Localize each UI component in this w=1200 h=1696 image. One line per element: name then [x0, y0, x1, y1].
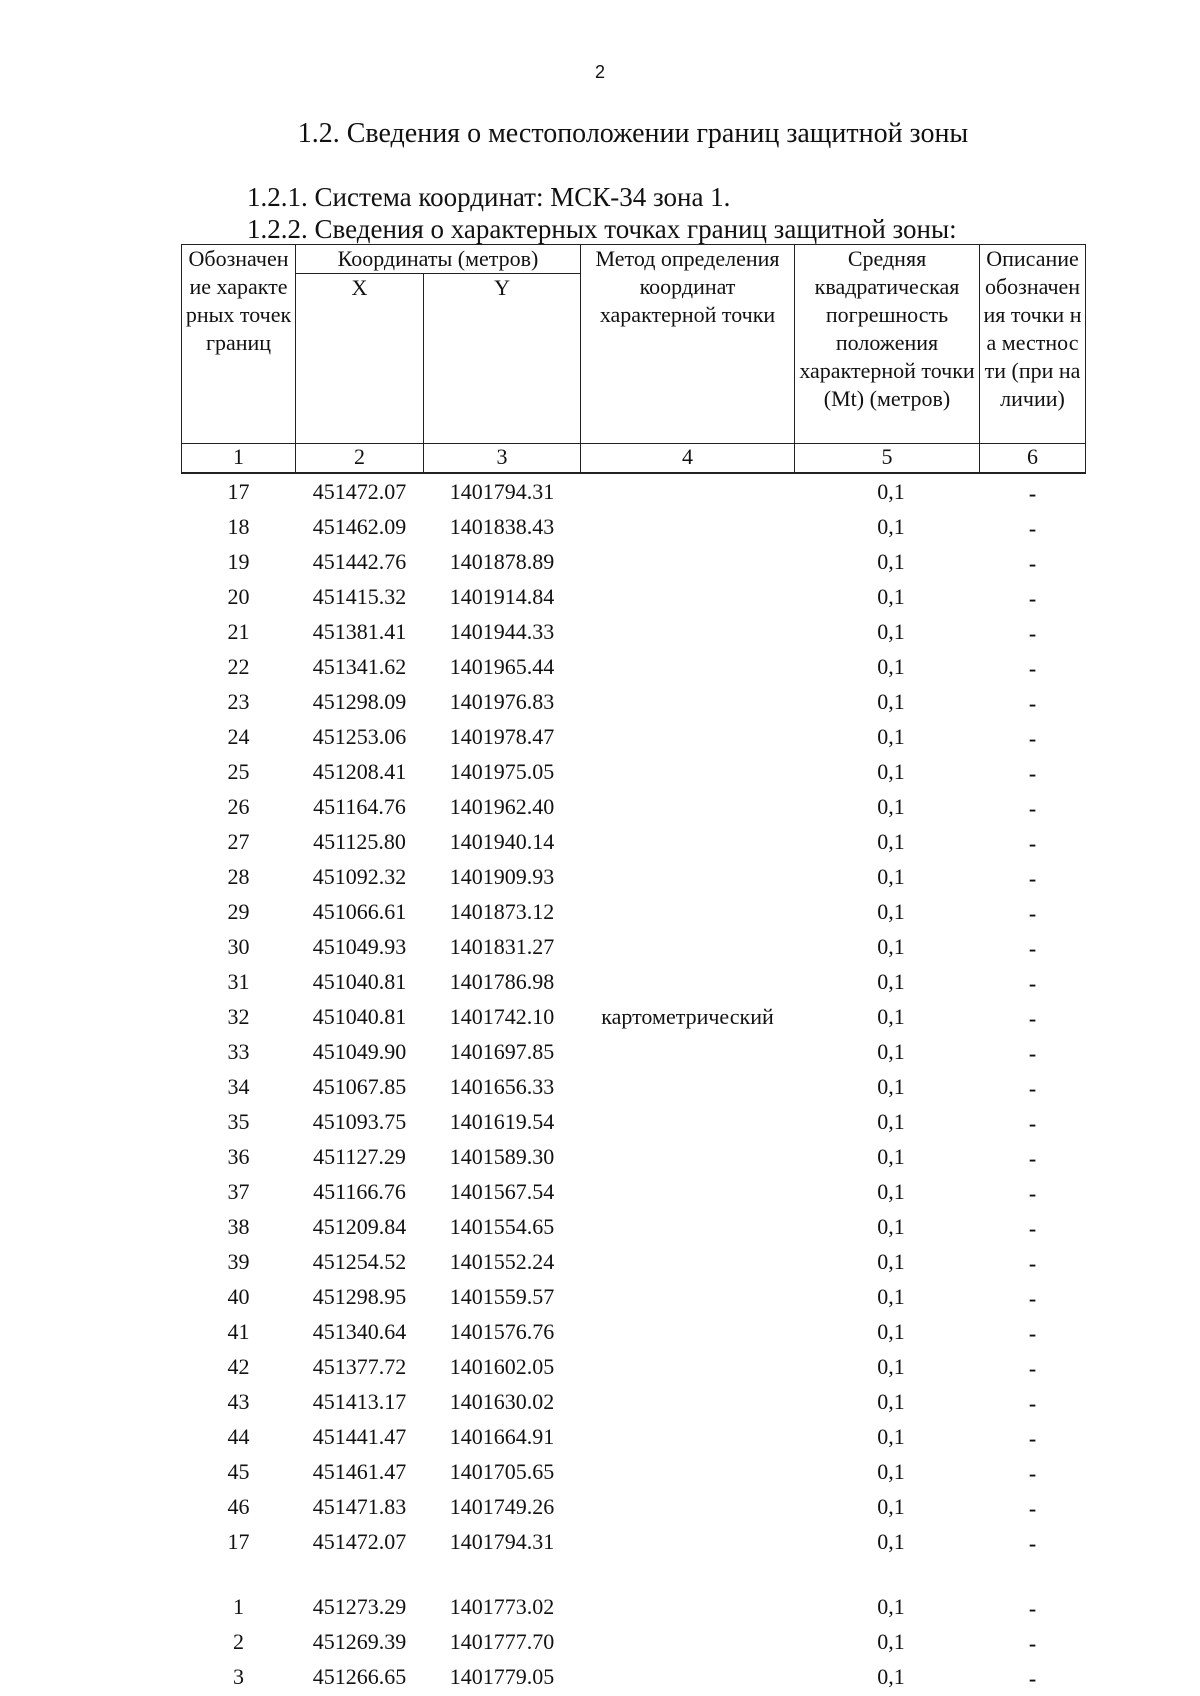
description-cell: - — [1028, 1181, 1037, 1206]
table-row — [182, 824, 1086, 859]
spacer-row — [182, 1559, 1086, 1589]
coord-y: 1401777.70 — [449, 1629, 555, 1654]
error-cell: 0,1 — [877, 1039, 905, 1064]
description-cell: - — [1028, 1111, 1037, 1136]
method-cell — [581, 1349, 795, 1384]
table-row — [182, 1589, 1086, 1624]
coord-x: 451471.83 — [312, 1494, 407, 1519]
coord-y: 1401664.91 — [449, 1424, 555, 1449]
error-cell: 0,1 — [877, 1664, 905, 1689]
point-number: 18 — [227, 514, 250, 539]
error-cell: 0,1 — [877, 1594, 905, 1619]
coord-x: 451442.76 — [312, 549, 407, 574]
table-row — [182, 1034, 1086, 1069]
method-cell — [581, 473, 795, 509]
description-cell: - — [1028, 866, 1037, 891]
method-cell — [581, 1139, 795, 1174]
coord-x: 451209.84 — [312, 1214, 407, 1239]
description-cell: - — [1028, 1321, 1037, 1346]
coord-x: 451472.07 — [312, 1529, 407, 1554]
method-cell — [581, 1489, 795, 1524]
method-cell — [581, 509, 795, 544]
coord-x: 451049.93 — [312, 934, 407, 959]
point-number: 32 — [227, 1004, 250, 1029]
spacer-cell — [424, 1559, 581, 1589]
coord-y: 1401909.93 — [449, 864, 555, 889]
method-cell — [581, 1244, 795, 1279]
points-table — [181, 244, 1086, 1694]
method-cell — [581, 754, 795, 789]
error-cell: 0,1 — [877, 1214, 905, 1239]
coord-y: 1401705.65 — [449, 1459, 555, 1484]
coord-x: 451461.47 — [312, 1459, 407, 1484]
description-cell: - — [1028, 1076, 1037, 1101]
coord-y: 1401749.26 — [449, 1494, 555, 1519]
coord-x: 451269.39 — [312, 1629, 407, 1654]
point-number: 28 — [227, 864, 250, 889]
column-number: 6 — [980, 444, 1086, 474]
point-number: 25 — [227, 759, 250, 784]
point-number: 3 — [233, 1664, 244, 1689]
point-number: 1 — [233, 1594, 244, 1619]
description-cell: - — [1028, 1391, 1037, 1416]
coord-x: 451093.75 — [312, 1109, 407, 1134]
description-cell: - — [1028, 726, 1037, 751]
error-cell: 0,1 — [877, 899, 905, 924]
point-number: 36 — [227, 1144, 250, 1169]
column-number: 5 — [795, 444, 980, 474]
method-cell — [581, 1384, 795, 1419]
method-cell — [581, 1314, 795, 1349]
coord-x: 451413.17 — [312, 1389, 407, 1414]
description-cell: - — [1028, 656, 1037, 681]
coord-x: 451377.72 — [312, 1354, 407, 1379]
table-body — [182, 473, 1086, 1694]
method-cell — [581, 1589, 795, 1624]
coord-y: 1401576.76 — [449, 1319, 555, 1344]
spacer-cell — [182, 1559, 296, 1589]
coord-y: 1401742.10 — [449, 1004, 555, 1029]
description-cell: - — [1028, 1216, 1037, 1241]
coord-x: 451092.32 — [312, 864, 407, 889]
description-cell: - — [1028, 761, 1037, 786]
column-number: 2 — [296, 444, 424, 474]
description-cell: - — [1028, 1631, 1037, 1656]
table-row — [182, 1209, 1086, 1244]
table-row — [182, 1524, 1086, 1559]
description-cell: - — [1028, 1251, 1037, 1276]
table-row — [182, 1659, 1086, 1694]
coord-y: 1401873.12 — [449, 899, 555, 924]
table-row — [182, 719, 1086, 754]
description-cell: - — [1028, 936, 1037, 961]
points-info-line: 1.2.2. Сведения о характерных точках границ защитной зоны: — [247, 214, 957, 244]
coord-x: 451254.52 — [312, 1249, 407, 1274]
coord-y: 1401567.54 — [449, 1179, 555, 1204]
error-cell: 0,1 — [877, 1459, 905, 1484]
method-cell — [581, 614, 795, 649]
error-cell: 0,1 — [877, 1354, 905, 1379]
error-cell: 0,1 — [877, 514, 905, 539]
table-row — [182, 1174, 1086, 1209]
table-row — [182, 1489, 1086, 1524]
coord-y: 1401773.02 — [449, 1594, 555, 1619]
coord-y: 1401975.05 — [449, 759, 555, 784]
error-cell: 0,1 — [877, 1074, 905, 1099]
coord-x: 451381.41 — [312, 619, 407, 644]
table-row — [182, 579, 1086, 614]
error-cell: 0,1 — [877, 1284, 905, 1309]
header-x: X — [296, 274, 424, 444]
column-number: 4 — [581, 444, 795, 474]
header-coordinates: Координаты (метров) — [296, 245, 581, 274]
description-cell: - — [1028, 1531, 1037, 1556]
spacer-cell — [795, 1559, 980, 1589]
points-table-container — [181, 244, 1085, 1694]
method-cell — [581, 1419, 795, 1454]
table-row — [182, 1069, 1086, 1104]
description-cell: - — [1028, 901, 1037, 926]
error-cell: 0,1 — [877, 1319, 905, 1344]
description-cell: - — [1028, 1146, 1037, 1171]
coord-y: 1401976.83 — [449, 689, 555, 714]
table-row — [182, 509, 1086, 544]
point-number: 41 — [227, 1319, 250, 1344]
error-cell: 0,1 — [877, 934, 905, 959]
header-description: Описание обозначения точки на местности (при наличии) — [980, 245, 1086, 444]
spacer-cell — [296, 1559, 424, 1589]
method-cell — [581, 579, 795, 614]
table-row — [182, 789, 1086, 824]
spacer-cell — [980, 1559, 1086, 1589]
coord-x: 451164.76 — [313, 794, 406, 819]
header-designation: Обозначение характерных точек границ — [182, 245, 296, 444]
coord-y: 1401831.27 — [449, 934, 555, 959]
coord-y: 1401602.05 — [449, 1354, 555, 1379]
description-cell: - — [1028, 971, 1037, 996]
method-cell — [581, 1624, 795, 1659]
error-cell: 0,1 — [877, 1389, 905, 1414]
method-cell — [581, 1034, 795, 1069]
error-cell: 0,1 — [877, 1004, 905, 1029]
table-row — [182, 1139, 1086, 1174]
method-cell — [581, 1209, 795, 1244]
header-error: Средняя квадратическая погрешность положения характерной точки (Mt) (метров) — [795, 245, 980, 444]
coord-x: 451125.80 — [313, 829, 406, 854]
error-cell: 0,1 — [877, 794, 905, 819]
error-cell: 0,1 — [877, 1629, 905, 1654]
point-number: 27 — [227, 829, 250, 854]
description-cell: - — [1028, 831, 1037, 856]
table-row — [182, 964, 1086, 999]
point-number: 45 — [227, 1459, 250, 1484]
coord-y: 1401630.02 — [449, 1389, 555, 1414]
method-cell — [581, 1659, 795, 1694]
error-cell: 0,1 — [877, 1494, 905, 1519]
coord-x: 451067.85 — [312, 1074, 407, 1099]
method-cell — [581, 894, 795, 929]
section-title: 1.2. Сведения о местоположении границ защитной зоны — [297, 118, 969, 149]
point-number: 17 — [227, 1529, 250, 1554]
table-row — [182, 473, 1086, 509]
description-cell: - — [1028, 1461, 1037, 1486]
description-cell: - — [1028, 516, 1037, 541]
error-cell: 0,1 — [877, 1144, 905, 1169]
coord-x: 451040.81 — [312, 1004, 407, 1029]
coordinate-system-line: 1.2.1. Система координат: МСК-34 зона 1. — [247, 182, 731, 212]
coord-y: 1401619.54 — [449, 1109, 555, 1134]
table-row — [182, 684, 1086, 719]
column-number: 3 — [424, 444, 581, 474]
point-number: 34 — [227, 1074, 250, 1099]
coord-y: 1401786.98 — [449, 969, 555, 994]
table-row — [182, 859, 1086, 894]
error-cell: 0,1 — [877, 1109, 905, 1134]
coord-x: 451166.76 — [313, 1179, 406, 1204]
table-row — [182, 544, 1086, 579]
method-cell — [581, 649, 795, 684]
coord-y: 1401978.47 — [449, 724, 555, 749]
table-row — [182, 1419, 1086, 1454]
error-cell: 0,1 — [877, 654, 905, 679]
description-cell: - — [1028, 586, 1037, 611]
coord-y: 1401697.85 — [449, 1039, 555, 1064]
column-numbers-row — [182, 444, 1086, 474]
coord-y: 1401878.89 — [449, 549, 555, 574]
table-row — [182, 1279, 1086, 1314]
header-method: Метод определения координат характерной точки — [581, 245, 795, 444]
method-cell — [581, 1104, 795, 1139]
error-cell: 0,1 — [877, 864, 905, 889]
point-number: 20 — [227, 584, 250, 609]
coord-x: 451253.06 — [312, 724, 407, 749]
table-row — [182, 1349, 1086, 1384]
coord-x: 451049.90 — [312, 1039, 407, 1064]
coord-y: 1401965.44 — [449, 654, 555, 679]
table-row — [182, 929, 1086, 964]
point-number: 33 — [227, 1039, 250, 1064]
column-number: 1 — [182, 444, 296, 474]
coord-y: 1401552.24 — [449, 1249, 555, 1274]
error-cell: 0,1 — [877, 1424, 905, 1449]
point-number: 43 — [227, 1389, 250, 1414]
coord-y: 1401559.57 — [449, 1284, 555, 1309]
point-number: 17 — [227, 479, 250, 504]
description-cell: - — [1028, 1286, 1037, 1311]
error-cell: 0,1 — [877, 1529, 905, 1554]
table-row — [182, 894, 1086, 929]
point-number: 30 — [227, 934, 250, 959]
error-cell: 0,1 — [877, 584, 905, 609]
description-cell: - — [1028, 691, 1037, 716]
point-number: 19 — [227, 549, 250, 574]
error-cell: 0,1 — [877, 549, 905, 574]
table-row — [182, 649, 1086, 684]
method-cell: картометрический — [601, 1004, 774, 1029]
method-cell — [581, 719, 795, 754]
method-cell — [581, 1069, 795, 1104]
coord-y: 1401940.14 — [449, 829, 555, 854]
point-number: 35 — [227, 1109, 250, 1134]
method-cell — [581, 859, 795, 894]
coord-x: 451462.09 — [312, 514, 407, 539]
coord-x: 451298.95 — [312, 1284, 407, 1309]
coord-x: 451472.07 — [312, 479, 407, 504]
coord-x: 451066.61 — [312, 899, 407, 924]
description-cell: - — [1028, 1496, 1037, 1521]
table-header — [182, 245, 1086, 474]
point-number: 22 — [227, 654, 250, 679]
coord-x: 451441.47 — [312, 1424, 407, 1449]
error-cell: 0,1 — [877, 479, 905, 504]
table-row — [182, 1454, 1086, 1489]
coord-y: 1401656.33 — [449, 1074, 555, 1099]
point-number: 46 — [227, 1494, 250, 1519]
method-cell — [581, 1524, 795, 1559]
error-cell: 0,1 — [877, 829, 905, 854]
coord-x: 451341.62 — [312, 654, 407, 679]
coord-x: 451415.32 — [312, 584, 407, 609]
point-number: 44 — [227, 1424, 250, 1449]
coord-x: 451298.09 — [312, 689, 407, 714]
method-cell — [581, 789, 795, 824]
method-cell — [581, 1279, 795, 1314]
error-cell: 0,1 — [877, 1179, 905, 1204]
point-number: 2 — [233, 1629, 244, 1654]
table-row — [182, 1624, 1086, 1659]
description-cell: - — [1028, 1596, 1037, 1621]
table-row — [182, 1244, 1086, 1279]
method-cell — [581, 544, 795, 579]
coord-y: 1401554.65 — [449, 1214, 555, 1239]
error-cell: 0,1 — [877, 724, 905, 749]
coord-x: 451266.65 — [312, 1664, 407, 1689]
spacer-cell — [581, 1559, 795, 1589]
description-cell: - — [1028, 1006, 1037, 1031]
coord-y: 1401962.40 — [449, 794, 555, 819]
error-cell: 0,1 — [877, 689, 905, 714]
point-number: 40 — [227, 1284, 250, 1309]
coord-y: 1401779.05 — [449, 1664, 555, 1689]
description-cell: - — [1028, 551, 1037, 576]
error-cell: 0,1 — [877, 759, 905, 784]
point-number: 37 — [227, 1179, 250, 1204]
method-cell — [581, 824, 795, 859]
coord-x: 451208.41 — [312, 759, 407, 784]
description-cell: - — [1028, 796, 1037, 821]
table-row — [182, 754, 1086, 789]
point-number: 42 — [227, 1354, 250, 1379]
table-row — [182, 1384, 1086, 1419]
point-number: 39 — [227, 1249, 250, 1274]
coord-y: 1401589.30 — [449, 1144, 555, 1169]
description-cell: - — [1028, 1426, 1037, 1451]
point-number: 26 — [227, 794, 250, 819]
table-row — [182, 1314, 1086, 1349]
method-cell — [581, 1174, 795, 1209]
description-cell: - — [1028, 1666, 1037, 1691]
table-row — [182, 1104, 1086, 1139]
error-cell: 0,1 — [877, 619, 905, 644]
description-cell: - — [1028, 1356, 1037, 1381]
coord-x: 451340.64 — [312, 1319, 407, 1344]
method-cell — [581, 929, 795, 964]
coord-y: 1401838.43 — [449, 514, 555, 539]
coord-y: 1401794.31 — [449, 479, 555, 504]
coord-x: 451273.29 — [312, 1594, 407, 1619]
description-cell: - — [1028, 621, 1037, 646]
table-row — [182, 999, 1086, 1034]
point-number: 23 — [227, 689, 250, 714]
coord-y: 1401914.84 — [449, 584, 555, 609]
method-cell — [581, 684, 795, 719]
point-number: 38 — [227, 1214, 250, 1239]
point-number: 29 — [227, 899, 250, 924]
point-number: 21 — [227, 619, 250, 644]
header-y: Y — [424, 274, 581, 444]
point-number: 31 — [227, 969, 250, 994]
error-cell: 0,1 — [877, 969, 905, 994]
page-number: 2 — [594, 62, 605, 82]
coord-y: 1401794.31 — [449, 1529, 555, 1554]
coord-x: 451127.29 — [313, 1144, 406, 1169]
method-cell — [581, 964, 795, 999]
description-cell: - — [1028, 1041, 1037, 1066]
description-cell: - — [1028, 481, 1037, 506]
method-cell — [581, 1454, 795, 1489]
error-cell: 0,1 — [877, 1249, 905, 1274]
table-row — [182, 614, 1086, 649]
coord-y: 1401944.33 — [449, 619, 555, 644]
point-number: 24 — [227, 724, 250, 749]
coord-x: 451040.81 — [312, 969, 407, 994]
